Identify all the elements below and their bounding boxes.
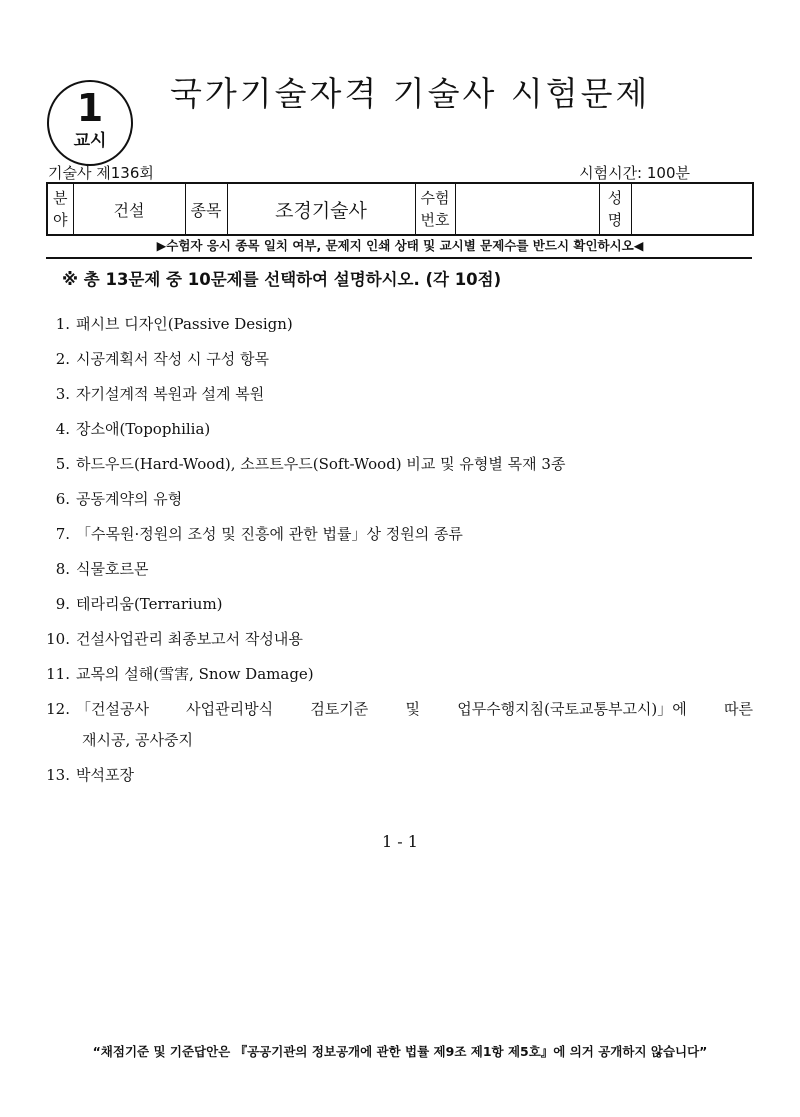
question-item [42, 592, 754, 616]
question-number: 11. [46, 665, 70, 683]
question-word: 및 [405, 700, 420, 718]
question-item [42, 487, 754, 511]
divider [46, 257, 752, 259]
session-label: 교시 [73, 131, 107, 151]
exam-round: 기술사 제136회 [48, 164, 154, 182]
question-text: 테라리움(Terrarium) [76, 595, 223, 613]
field-label-top: 분 [53, 189, 68, 207]
question-word: 「건설공사 [76, 700, 149, 718]
field-label-cell [47, 183, 73, 235]
question-text: 시공계획서 작성 시 구성 항목 [76, 350, 269, 368]
field-label-bottom: 야 [53, 211, 68, 229]
question-number: 8. [55, 560, 70, 578]
question-number: 6. [55, 490, 70, 508]
name-label-bottom: 명 [607, 211, 623, 229]
question-word: 검토기준 [310, 700, 369, 718]
name-label-top: 성 [607, 189, 623, 207]
question-number: 3. [55, 385, 70, 403]
question-text-continuation: 재시공, 공사중지 [82, 731, 193, 749]
question-word: 사업관리방식 [186, 700, 274, 718]
category-value: 조경기술사 [227, 183, 415, 235]
page-title: 국가기술자격 기술사 시험문제 [170, 74, 651, 113]
exam-no-label-bottom: 번호 [420, 211, 450, 229]
field-value: 건설 [73, 183, 185, 235]
question-number: 9. [55, 595, 70, 613]
question-item [42, 417, 754, 441]
notice: ▶수험자 응시 종목 일치 여부, 문제지 인쇄 상태 및 교시별 문제수를 반드시 확인하시오◀ [156, 238, 644, 253]
session-badge [47, 80, 133, 166]
question-word: 업무수행지침(국토교통부고시)」에 [457, 700, 687, 718]
question-text: 건설사업관리 최종보고서 작성내용 [76, 630, 303, 648]
question-text: 장소애(Topophilia) [76, 420, 211, 438]
name-value[interactable] [631, 183, 753, 235]
exam-no-value[interactable] [455, 183, 599, 235]
exam-no-label-cell [415, 183, 455, 235]
name-label-cell [599, 183, 631, 235]
question-text: 공동계약의 유형 [76, 490, 183, 508]
question-item [42, 697, 754, 721]
question-item [42, 347, 754, 371]
question-item [42, 557, 754, 581]
question-text: 하드우드(Hard-Wood), 소프트우드(Soft-Wood) 비교 및 유형별 목재 3종 [76, 455, 566, 473]
question-item [42, 662, 754, 686]
question-text: 패시브 디자인(Passive Design) [76, 315, 293, 333]
question-text: 「수목원·정원의 조성 및 진흥에 관한 법률」상 정원의 종류 [76, 525, 463, 543]
question-word: 따른 [723, 700, 753, 718]
question-text: 식물호르몬 [76, 560, 149, 578]
question-item [42, 522, 754, 546]
question-number: 4. [55, 420, 70, 438]
question-number: 2. [55, 350, 70, 368]
question-item [42, 312, 754, 336]
question-number: 10. [46, 630, 70, 648]
question-item [42, 382, 754, 406]
page-number: 1 - 1 [382, 832, 418, 851]
session-number: 1 [76, 86, 104, 130]
instruction: ※ 총 13문제 중 10문제를 선택하여 설명하시오. (각 10점) [62, 270, 502, 289]
question-number: 12. [46, 700, 70, 718]
category-label: 종목 [185, 183, 227, 235]
question-text: 박석포장 [76, 766, 134, 784]
question-item [42, 452, 754, 476]
question-text: 자기설계적 복원과 설계 복원 [76, 385, 265, 403]
question-number: 5. [55, 455, 70, 473]
footer-note: “채점기준 및 기준답안은 『공공기관의 정보공개에 관한 법률 제9조 제1항 제5호』에 의거 공개하지 않습니다” [92, 1044, 708, 1059]
question-number: 1. [55, 315, 70, 333]
question-number: 7. [55, 525, 70, 543]
question-text [76, 697, 753, 721]
exam-no-label-top: 수험 [420, 189, 450, 207]
question-text: 교목의 설해(雪害, Snow Damage) [76, 665, 314, 683]
exam-info-table [46, 182, 754, 236]
question-item [42, 763, 754, 787]
question-number: 13. [46, 766, 70, 784]
question-item [42, 627, 754, 651]
exam-time: 시험시간: 100분 [579, 164, 690, 182]
